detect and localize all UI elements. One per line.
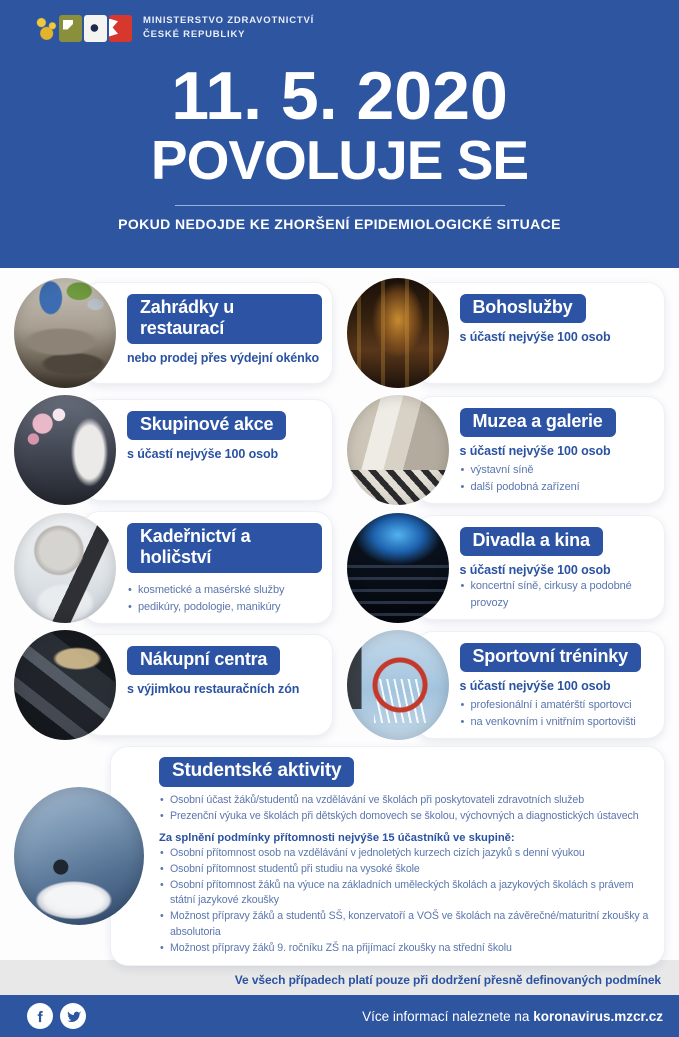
permit-item-hairdressers — [14, 511, 333, 624]
church-interior-photo — [347, 278, 449, 388]
permit-item-theatres — [347, 511, 666, 624]
wedding-crowd-photo — [14, 395, 116, 505]
card-bullet-list — [460, 578, 655, 611]
permit-item-worship — [347, 277, 666, 389]
bullet-item: • profesionální i amatérští sportovci — [460, 697, 655, 714]
bullet-item: • Prezenční výuka ve školách při dětských domovech se školou, výchovných a diagnostických ústavech — [159, 809, 652, 825]
ministry-logo — [34, 13, 132, 43]
footer-bar — [0, 995, 679, 1037]
card-title-badge: Muzea a galerie — [460, 408, 616, 437]
header-banner — [0, 0, 679, 268]
card-bullet-list — [127, 582, 322, 615]
logo-tile-olive — [59, 15, 82, 42]
card-title-badge: Sportovní tréninky — [460, 643, 641, 672]
bullet-item: • na venkovním i vnitřním sportovišti — [460, 714, 655, 731]
card-subtitle: nebo prodej přes výdejní okénko — [127, 351, 320, 365]
shopping-mall-photo — [14, 630, 116, 740]
bullet-item: • Osobní přítomnost osob na vzdělávání v jednoletých kurzech cizích jazyků s denní výukou — [159, 846, 652, 862]
student-group-heading: Za splnění podmínky přítomnosti nejvýše 15 účastníků ve skupině: — [159, 831, 515, 844]
grid-row — [14, 629, 665, 741]
condition-subtitle: POKUD NEDOJDE KE ZHORŠENÍ EPIDEMIOLOGICKÉ SITUACE — [118, 215, 561, 232]
page-title: POVOLUJE SE — [150, 129, 529, 191]
ministry-line-1: MINISTERSTVO ZDRAVOTNICTVÍ — [143, 15, 315, 27]
bullet-item: • Osobní účast žáků/studentů na vzdělávání ve školách při poskytovateli zdravotních služeb — [159, 793, 652, 809]
permit-card — [82, 399, 333, 501]
bullet-item: • kosmetické a masérské služby — [127, 582, 322, 599]
grid-row — [14, 511, 665, 624]
bullet-item: • výstavní síně — [460, 462, 655, 479]
card-subtitle: s účastí nejvýše 100 osob — [459, 563, 611, 577]
footer-info-text — [362, 1009, 663, 1024]
permit-card — [415, 631, 666, 739]
effective-date: 11. 5. 2020 — [171, 58, 508, 134]
permit-card — [415, 515, 666, 620]
restaurant-terrace-photo — [14, 278, 116, 388]
permit-item-students — [14, 746, 665, 966]
student-reading-photo — [14, 787, 144, 925]
permit-card — [82, 634, 333, 736]
facebook-icon[interactable] — [27, 1003, 53, 1029]
bullet-item: • koncertní síně, cirkusy a podobné provozy — [460, 578, 655, 611]
card-subtitle: s účastí nejvýše 100 osob — [459, 679, 611, 693]
permit-card — [415, 396, 666, 504]
permit-grid — [0, 268, 679, 995]
social-links — [27, 1003, 86, 1029]
permit-item-sports — [347, 629, 666, 741]
student-bullet-list — [159, 793, 652, 825]
bullet-item: • Osobní přítomnost studentů při studiu na vysoké škole — [159, 862, 652, 878]
barber-haircut-photo — [14, 513, 116, 623]
card-bullet-list — [460, 697, 655, 730]
student-group-bullet-list — [159, 846, 652, 957]
permit-item-malls — [14, 629, 333, 741]
grid-row — [14, 277, 665, 389]
footer-info-link[interactable]: koronavirus.mzcr.cz — [533, 1008, 663, 1024]
card-title-badge: Skupinové akce — [127, 411, 286, 440]
basketball-hoop-photo — [347, 630, 449, 740]
footer-info-label: Více informací naleznete na — [362, 1008, 530, 1024]
card-title-badge: Nákupní centra — [127, 646, 280, 675]
twitter-icon[interactable] — [60, 1003, 86, 1029]
student-card — [110, 746, 665, 966]
logo-tile-eye — [84, 15, 107, 42]
bullet-item: • další podobná zařízení — [460, 479, 655, 496]
permit-card — [82, 282, 333, 384]
card-subtitle: s účastí nejvýše 100 osob — [127, 447, 279, 461]
permit-item-museums — [347, 394, 666, 506]
permit-card — [82, 511, 333, 624]
permit-item-restaurants — [14, 277, 333, 389]
title-divider — [175, 205, 505, 206]
bullet-item: • pedikúry, podologie, manikúry — [127, 599, 322, 616]
conditions-footnote: Ve všech případech platí pouze při dodržení přesně definovaných podmínek — [234, 973, 661, 988]
card-subtitle: s výjimkou restauračních zón — [127, 682, 300, 696]
ministry-line-2: ČESKÉ REPUBLIKY — [143, 29, 246, 40]
card-title-badge: Kadeřnictví a holičství — [127, 523, 322, 573]
card-title-badge: Divadla a kina — [460, 527, 603, 556]
permit-card — [415, 282, 666, 384]
card-title-badge: Studentské aktivity — [159, 757, 354, 787]
permit-item-group-events — [14, 394, 333, 506]
ministry-brand — [34, 13, 314, 43]
bullet-item: • Osobní přítomnost žáků na výuce na základních uměleckých školách a jazykových školách s právem státní jazykové zkoušky — [159, 878, 652, 910]
museum-gallery-photo — [347, 395, 449, 505]
ministry-name — [143, 14, 314, 42]
card-bullet-list — [460, 462, 655, 495]
grid-row — [14, 394, 665, 506]
card-title-badge: Bohoslužby — [460, 294, 586, 323]
cinema-hall-photo — [347, 513, 449, 623]
logo-tile-red — [109, 15, 132, 42]
logo-tile-yellow — [34, 15, 57, 42]
card-title-badge: Zahrádky u restaurací — [127, 294, 322, 344]
card-subtitle: s účastí nejvýše 100 osob — [459, 444, 611, 458]
bullet-item: • Možnost přípravy žáků 9. ročníku ZŠ na přijímací zkoušky na střední školu — [159, 941, 652, 957]
bullet-item: • Možnost přípravy žáků a studentů SŠ, konzervatoří a VOŠ ve školách na závěrečné/maturitní zkoušky a absolutoria — [159, 909, 652, 941]
card-subtitle: s účastí nejvýše 100 osob — [459, 330, 611, 344]
